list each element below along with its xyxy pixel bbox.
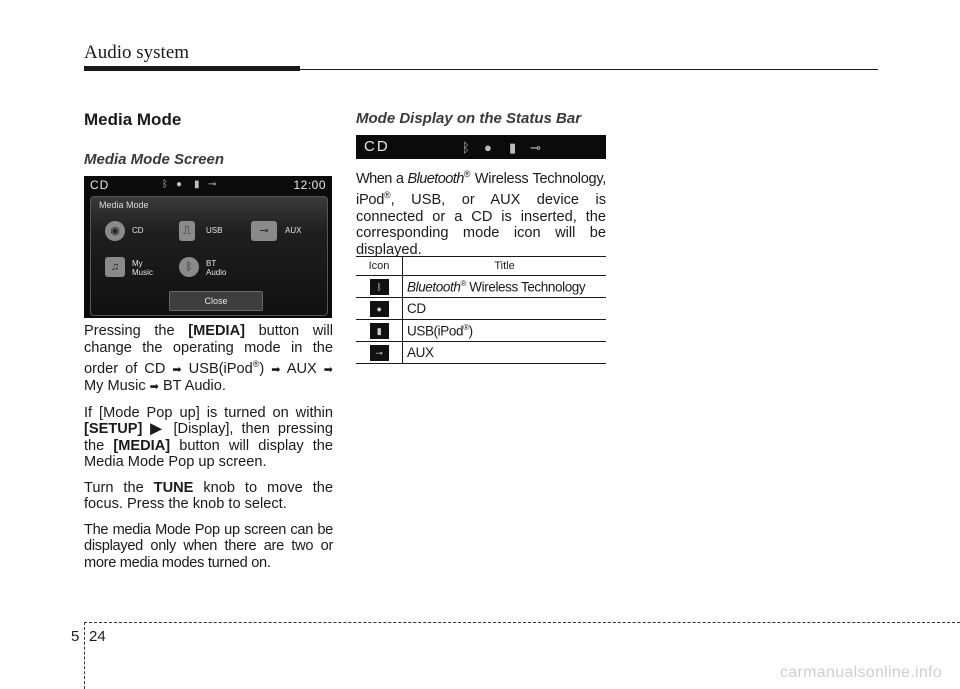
status-bar-image <box>356 135 606 159</box>
aux-icon: ⊸ <box>208 179 217 190</box>
music-folder-icon: ♫ <box>105 257 125 277</box>
footer-divider <box>84 622 85 689</box>
subsection-heading-status-bar: Mode Display on the Status Bar <box>356 110 582 127</box>
screen-status-bar <box>84 176 332 194</box>
paragraph-media-order: Pressing the [MEDIA] button will change the operating mode in the order of CD ➡ USB(iPod®) ➡ AUX ➡ My Music ➡ BT Audio. <box>84 323 334 395</box>
body-text-right <box>356 166 606 267</box>
page-number: 24 <box>89 628 106 645</box>
close-button[interactable]: Close <box>169 291 263 311</box>
disc-icon: ● <box>176 179 183 190</box>
body-text-left <box>84 323 333 580</box>
paragraph-mode-icon: When a Bluetooth® Wireless Technology, iPod®, USB, or AUX device is connected or a CD is inserted, the corresponding mode icon will be displayed. <box>356 169 606 258</box>
header-bar <box>84 66 300 71</box>
usb-icon: ▮ <box>509 140 517 155</box>
section-heading: Media Mode <box>84 110 182 129</box>
running-header: Audio system <box>84 42 190 63</box>
subsection-heading: Media Mode Screen <box>84 151 225 168</box>
paragraph-tune-knob: Turn the TUNE knob to move the focus. Press the knob to select. <box>84 479 333 513</box>
table-row: ⊸ AUX <box>356 342 606 364</box>
usb-icon: ▮ <box>194 179 200 190</box>
status-mode: CD <box>364 138 390 155</box>
table-row: ▮ USB(iPod®) <box>356 320 606 342</box>
column-header-title: Title <box>403 257 607 276</box>
bluetooth-audio-icon: ᛒ <box>179 257 199 277</box>
aux-cable-icon: ⊸ <box>251 221 277 241</box>
column-header-icon: Icon <box>356 257 403 276</box>
disc-icon: ● <box>484 140 492 155</box>
cd-disc-icon: ● <box>370 301 389 317</box>
footer-rule <box>84 622 960 623</box>
mode-icon-table <box>356 256 606 364</box>
table-row: ᛒ Bluetooth® Wireless Technology <box>356 276 606 298</box>
usb-icon: ⎍ <box>179 221 195 241</box>
table-row: ● CD <box>356 298 606 320</box>
popup-title: Media Mode <box>99 200 149 210</box>
table-header-row <box>356 257 606 276</box>
header-rule <box>300 69 878 70</box>
bluetooth-icon: ᛒ <box>462 140 470 155</box>
bluetooth-icon: ᛒ <box>162 179 168 190</box>
aux-icon: ⊸ <box>370 345 389 361</box>
bluetooth-icon: ᛒ <box>370 279 389 295</box>
disc-icon: ◉ <box>105 221 125 241</box>
aux-icon: ⊸ <box>530 140 541 155</box>
usb-ipod-icon: ▮ <box>370 323 389 339</box>
media-mode-screen <box>84 176 332 318</box>
status-mode: CD <box>90 178 110 192</box>
paragraph-popup-condition: The media Mode Pop up screen can be displayed only when there are two or more media modes turned on. <box>84 521 333 571</box>
paragraph-mode-popup: If [Mode Pop up] is turned on within [SETUP] ▶ [Display], then pressing the [MEDIA] button will display the Media Mode Pop up screen. <box>84 404 333 471</box>
watermark: carmanualsonline.info <box>780 664 942 681</box>
media-mode-popup: Media Mode ◉ CD ⎍ USB ⊸ AUX ♫ My Music ᛒ BT Audio Close <box>90 196 328 316</box>
clock: 12:00 <box>293 178 326 192</box>
section-number: 5 <box>71 628 80 645</box>
